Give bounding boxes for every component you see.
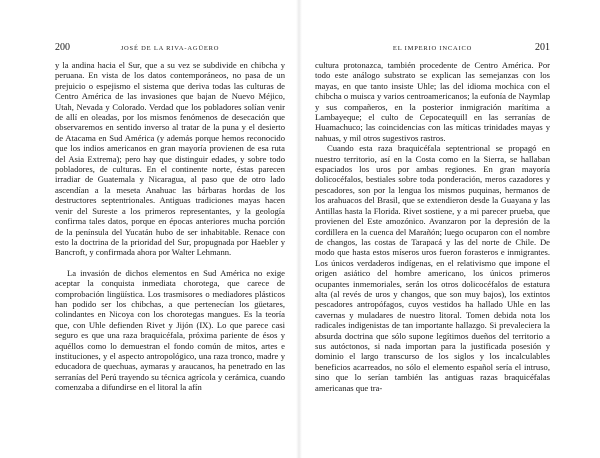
- left-paragraph-2: La invasión de dichos elementos en Sud América no exige aceptar la conquista inmediata chorotega, que carece de comprobación lingüística. Los trasmisores o mediadores plásticos han podido ser los chibchas, a que pertenecían los güetares, colindantes en Nicoya con los chorotegas mangues. Es la teoría que, con Uhle defienden Rivet y Jijón (IX). Lo que parece casi seguro es que una raza braquicéfala, próxima pariente de ésos y aquéllos como lo demuestran el fondo común de mitos, artes e instituciones, y el aspecto antropológico, una raza tronco, madre y educadora de quechuas, aymaras y araucanos, ha penetrado en las serranías del Perú trayendo su técnica agrícola y cerámica, cuando comenzaba a difundirse en el litoral la afín: [55, 267, 285, 393]
- left-paragraph-1: y la andina hacia el Sur, que a su vez se subdivide en chibcha y peruana. En vista de los datos contemporáneos, no pasa de un prejuicio o espejismo el sistema que deriva todas las culturas de Centro América de las invasiones que bajan de Nuevo Méjico, Utah, Nevada y Colorado. Verdad que los pobladores solían venir de allí en oleadas, por los mismos fenómenos de desecación que observaremos en sentido inverso al tratar de la puna y el desierto de Atacama en Sud América (y además porque hemos reconocido que los indios americanos en gran mayoría provienen de esa ruta del Asia Extrema); pero hay que distinguir edades, y sobre todo pobladores, de culturas. En el continente norte, éstas parecen irradiar de Guatemala y Nicaragua, al paso que de otro lado ascendían a la meseta Anahuac las bárbaras hordas de los destructores septentrionales. Antiguas tradiciones mayas hacen venir del Sureste a los primeros representantes, y la geología confirma tales datos, porque en épocas anteriores mucha porción de la península del Yucatán hubo de ser inhabitable. Renace con esto la doctrina de la prioridad del Sur, propugnada por Haebler y Bancroft, y confirmada ahora por Walter Lehmann.: [55, 60, 285, 258]
- left-page-body: [55, 60, 285, 393]
- left-page-header: [55, 42, 285, 54]
- right-page-number: 201: [535, 42, 550, 53]
- left-page-number: 200: [55, 42, 70, 53]
- right-page: [300, 0, 600, 458]
- right-paragraph-2: Cuando esta raza braquicéfala septentrional se propagó en nuestro territorio, así en la Costa como en la Sierra, se hallaban espaciados los uros por ambas regiones. En gran mayoría dolicocéfalos, bestiales sobre toda ponderación, meros cazadores y pescadores, son por la lengua los mismos puquinas, hermanos de los arahuacos del Brasil, que se extendieron desde la Guayana y las Antillas hasta la Florida. Rivet sostiene, y a mi parecer prueba, que provienen del Este amozónico. Avanzaron por la depresión de la cordillera en la cuenca del Marañón; luego ocuparon con el nombre de changos, las costas de Tarapacá y las del norte de Chile. De modo que hasta estos míseros uros fueron forasteros e inmigrantes. Los únicos verdaderos indígenas, en el relativismo que impone el origen asiático del hombre americano, los únicos primeros ocupantes inmemoriales, serán los otros dolicocéfalos de estatura alta (al revés de uros y changos, que son muy bajos), los extintos pescadores antropófagos, cuyos vestidos ha hallado Uhle en las cavernas y muladares de nuestro litoral. Tomen debida nota los radicales indigenistas de tan importante hallazgo. Si prevaleciera la absurda doctrina que sólo supone legítimos dueños del territorio a sus autóctonos, si nada importan para la justificada posesión y dominio el largo transcurso de los siglos y los incalculables beneficios acarreados, no sólo el elemento español sería el intruso, sino que lo serían también las antiguas razas braquicéfalas americanas que tra-: [315, 143, 550, 393]
- right-page-header: [315, 42, 550, 54]
- right-paragraph-1: cultura protonazca, también procedente de Centro América. Por todo este análogo substrato se explican las semejanzas con los mayas, en que tanto insiste Uhle; las del idioma mochica con el chibcha o muisca y varios centroamericanos; la eufonía de Naymlap y sus compañeros, en la posterior inmigración marítima a Lambayeque; el culto de Cepocatequill en las serranías de Huamachuco; las coincidencias con las míticas trinidades mayas y nahuas, y mil otros sugestivos rastros.: [315, 60, 550, 143]
- left-running-head: JOSÉ DE LA RIVA-AGÜERO: [120, 45, 220, 52]
- right-page-body: [315, 60, 550, 393]
- right-running-head: EL IMPERIO INCAICO: [392, 45, 473, 52]
